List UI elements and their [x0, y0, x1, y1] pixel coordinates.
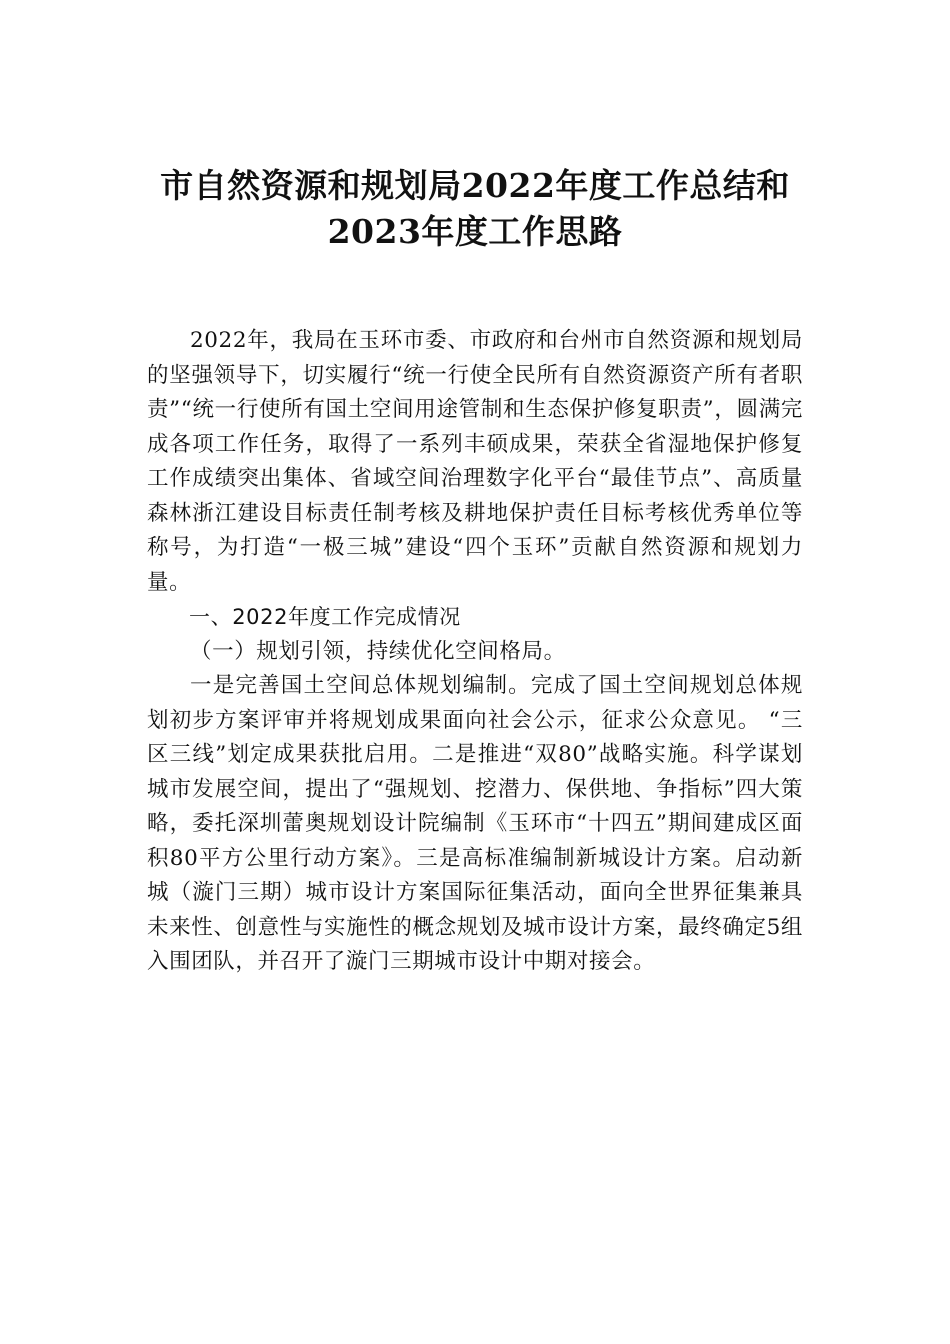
subsection-heading-1: （一）规划引领，持续优化空间格局。 [190, 638, 566, 664]
section-heading-1: 一、2022年度工作完成情况 [189, 605, 461, 629]
document-title-line-2: 2023年度工作思路 [327, 212, 623, 251]
intro-paragraph: 2022年，我局在玉环市委、市政府和台州市自然资源和规划局的坚强领导下，切实履行“统一行使全民所有自然资源资产所有者职责”“统一行使所有国土空间用途管制和生态保护修复职责”，圆满完成各项工作任务，取得了一系列丰硕成果，荣获全省湿地保护修复工作成绩突出集体、省域空间治理数字化平台“最佳节点”、高质量森林浙江建设目标责任制考核及耕地保护责任目标考核优秀单位等称号，为打造“一极三城”建设“四个玉环”贡献自然资源和规划力量。 [147, 328, 803, 595]
document-body [147, 324, 803, 980]
document-title-line-1: 市自然资源和规划局2022年度工作总结和 [160, 166, 790, 205]
subsection-1-paragraph: 一是完善国土空间总体规划编制。完成了国土空间规划总体规划初步方案评审并将规划成果面向社会公示，征求公众意见。 “三区三线”划定成果获批启用。二是推进“双80”战略实施。科学谋划城市发展空间，提出了“强规划、挖潜力、保供地、争指标”四大策略，委托深圳蕾奥规划设计院编制《玉环市“十四五”期间建成区面积80平方公里行动方案》。三是高标准编制新城设计方案。启动新城（漩门三期）城市设计方案国际征集活动，面向全世界征集兼具未来性、创意性与实施性的概念规划及城市设计方案，最终确定5组入围团队，并召开了漩门三期城市设计中期对接会。 [147, 673, 803, 974]
